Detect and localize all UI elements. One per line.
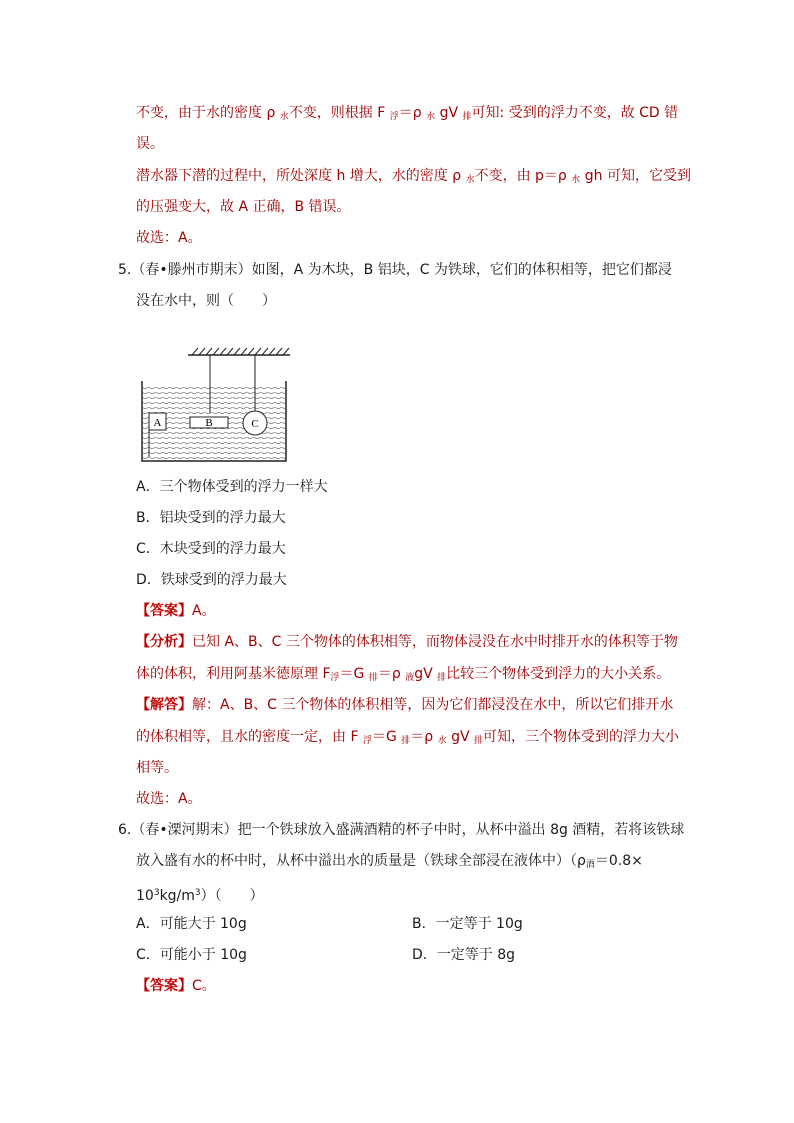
q5-choose: 故选：A。 bbox=[136, 791, 202, 807]
prev-solution-line-3: 潜水器下潜的过程中，所处深度 h 增大，水的密度 ρ $_水$不变，由 p＝ρ $_水$ gh 可知，它受到 bbox=[136, 168, 691, 185]
q6-stem-line-3: $10^3kg/m^3$）（ ） bbox=[136, 888, 264, 904]
prev-solution-line-1: 不变，由于水的密度 ρ $_水$不变，则根据 F $_浮$＝ρ $_水$ gV $_排$可知: 受到的浮力不变，故 CD 错 bbox=[136, 105, 679, 122]
q5-stem-line-1: 5.（春•滕州市期末）如图，A 为木块，B 铝块，C 为铁球，它们的体积相等，把它们都浸 bbox=[118, 262, 672, 278]
label-c: C bbox=[251, 418, 259, 430]
q5-solution-line-2: 的体积相等，且水的密度一定，由 F $_浮$＝G $_排$＝ρ $_水$ gV $_排$可知，三个物体受到的浮力大小 bbox=[136, 729, 680, 746]
q5-option-d: D．铁球受到的浮力最大 bbox=[136, 572, 287, 588]
buoyancy-diagram bbox=[140, 345, 295, 465]
label-a: A bbox=[153, 417, 162, 429]
q6-option-c: C．可能小于 10g bbox=[136, 947, 247, 963]
q5-analysis-line-2: 体的体积，利用阿基米德原理 $F_浮=G$ $_排$＝ρ $_液$gV $_排$比较三个物体受到浮力的大小关系。 bbox=[136, 666, 671, 683]
q6-stem-line-2: 放入盛有水的杯中时，从杯中溢出水的质量是（铁球全部浸在液体中）（$\rho_酒=0.8\times$ bbox=[136, 853, 643, 870]
q6-option-b: B．一定等于 10g bbox=[412, 916, 523, 932]
q6-option-d: D．一定等于 8g bbox=[412, 947, 516, 963]
q5-analysis-line-1: 【分析】已知 A、B、C 三个物体的体积相等，而物体浸没在水中时排开水的体积等于物 bbox=[136, 634, 678, 650]
q5-solution-line-3: 相等。 bbox=[136, 760, 178, 776]
prev-solution-line-4: 的压强变大，故 A 正确，B 错误。 bbox=[136, 199, 351, 215]
q5-option-c: C．木块受到的浮力最大 bbox=[136, 541, 286, 557]
q6-stem-line-1: 6.（春•溧河期末）把一个铁球放入盛满酒精的杯子中时，从杯中溢出 8g 酒精，若将该铁球 bbox=[118, 822, 685, 838]
prev-choose: 故选：A。 bbox=[136, 230, 202, 246]
q5-stem-line-2: 没在水中，则（ ） bbox=[136, 293, 276, 309]
q5-option-b: B．铝块受到的浮力最大 bbox=[136, 510, 286, 526]
q6-option-a: A．可能大于 10g bbox=[136, 916, 247, 932]
q5-option-a: A．三个物体受到的浮力一样大 bbox=[136, 479, 328, 495]
ceiling-hatch bbox=[192, 348, 289, 355]
label-b: B bbox=[205, 417, 213, 429]
q5-solution-line-1: 【解答】解：A、B、C 三个物体的体积相等，因为它们都浸没在水中，所以它们排开水 bbox=[136, 697, 674, 713]
q5-answer: 【答案】A。 bbox=[136, 603, 216, 619]
prev-solution-line-2: 误。 bbox=[136, 136, 164, 152]
q6-answer: 【答案】C。 bbox=[136, 978, 216, 994]
